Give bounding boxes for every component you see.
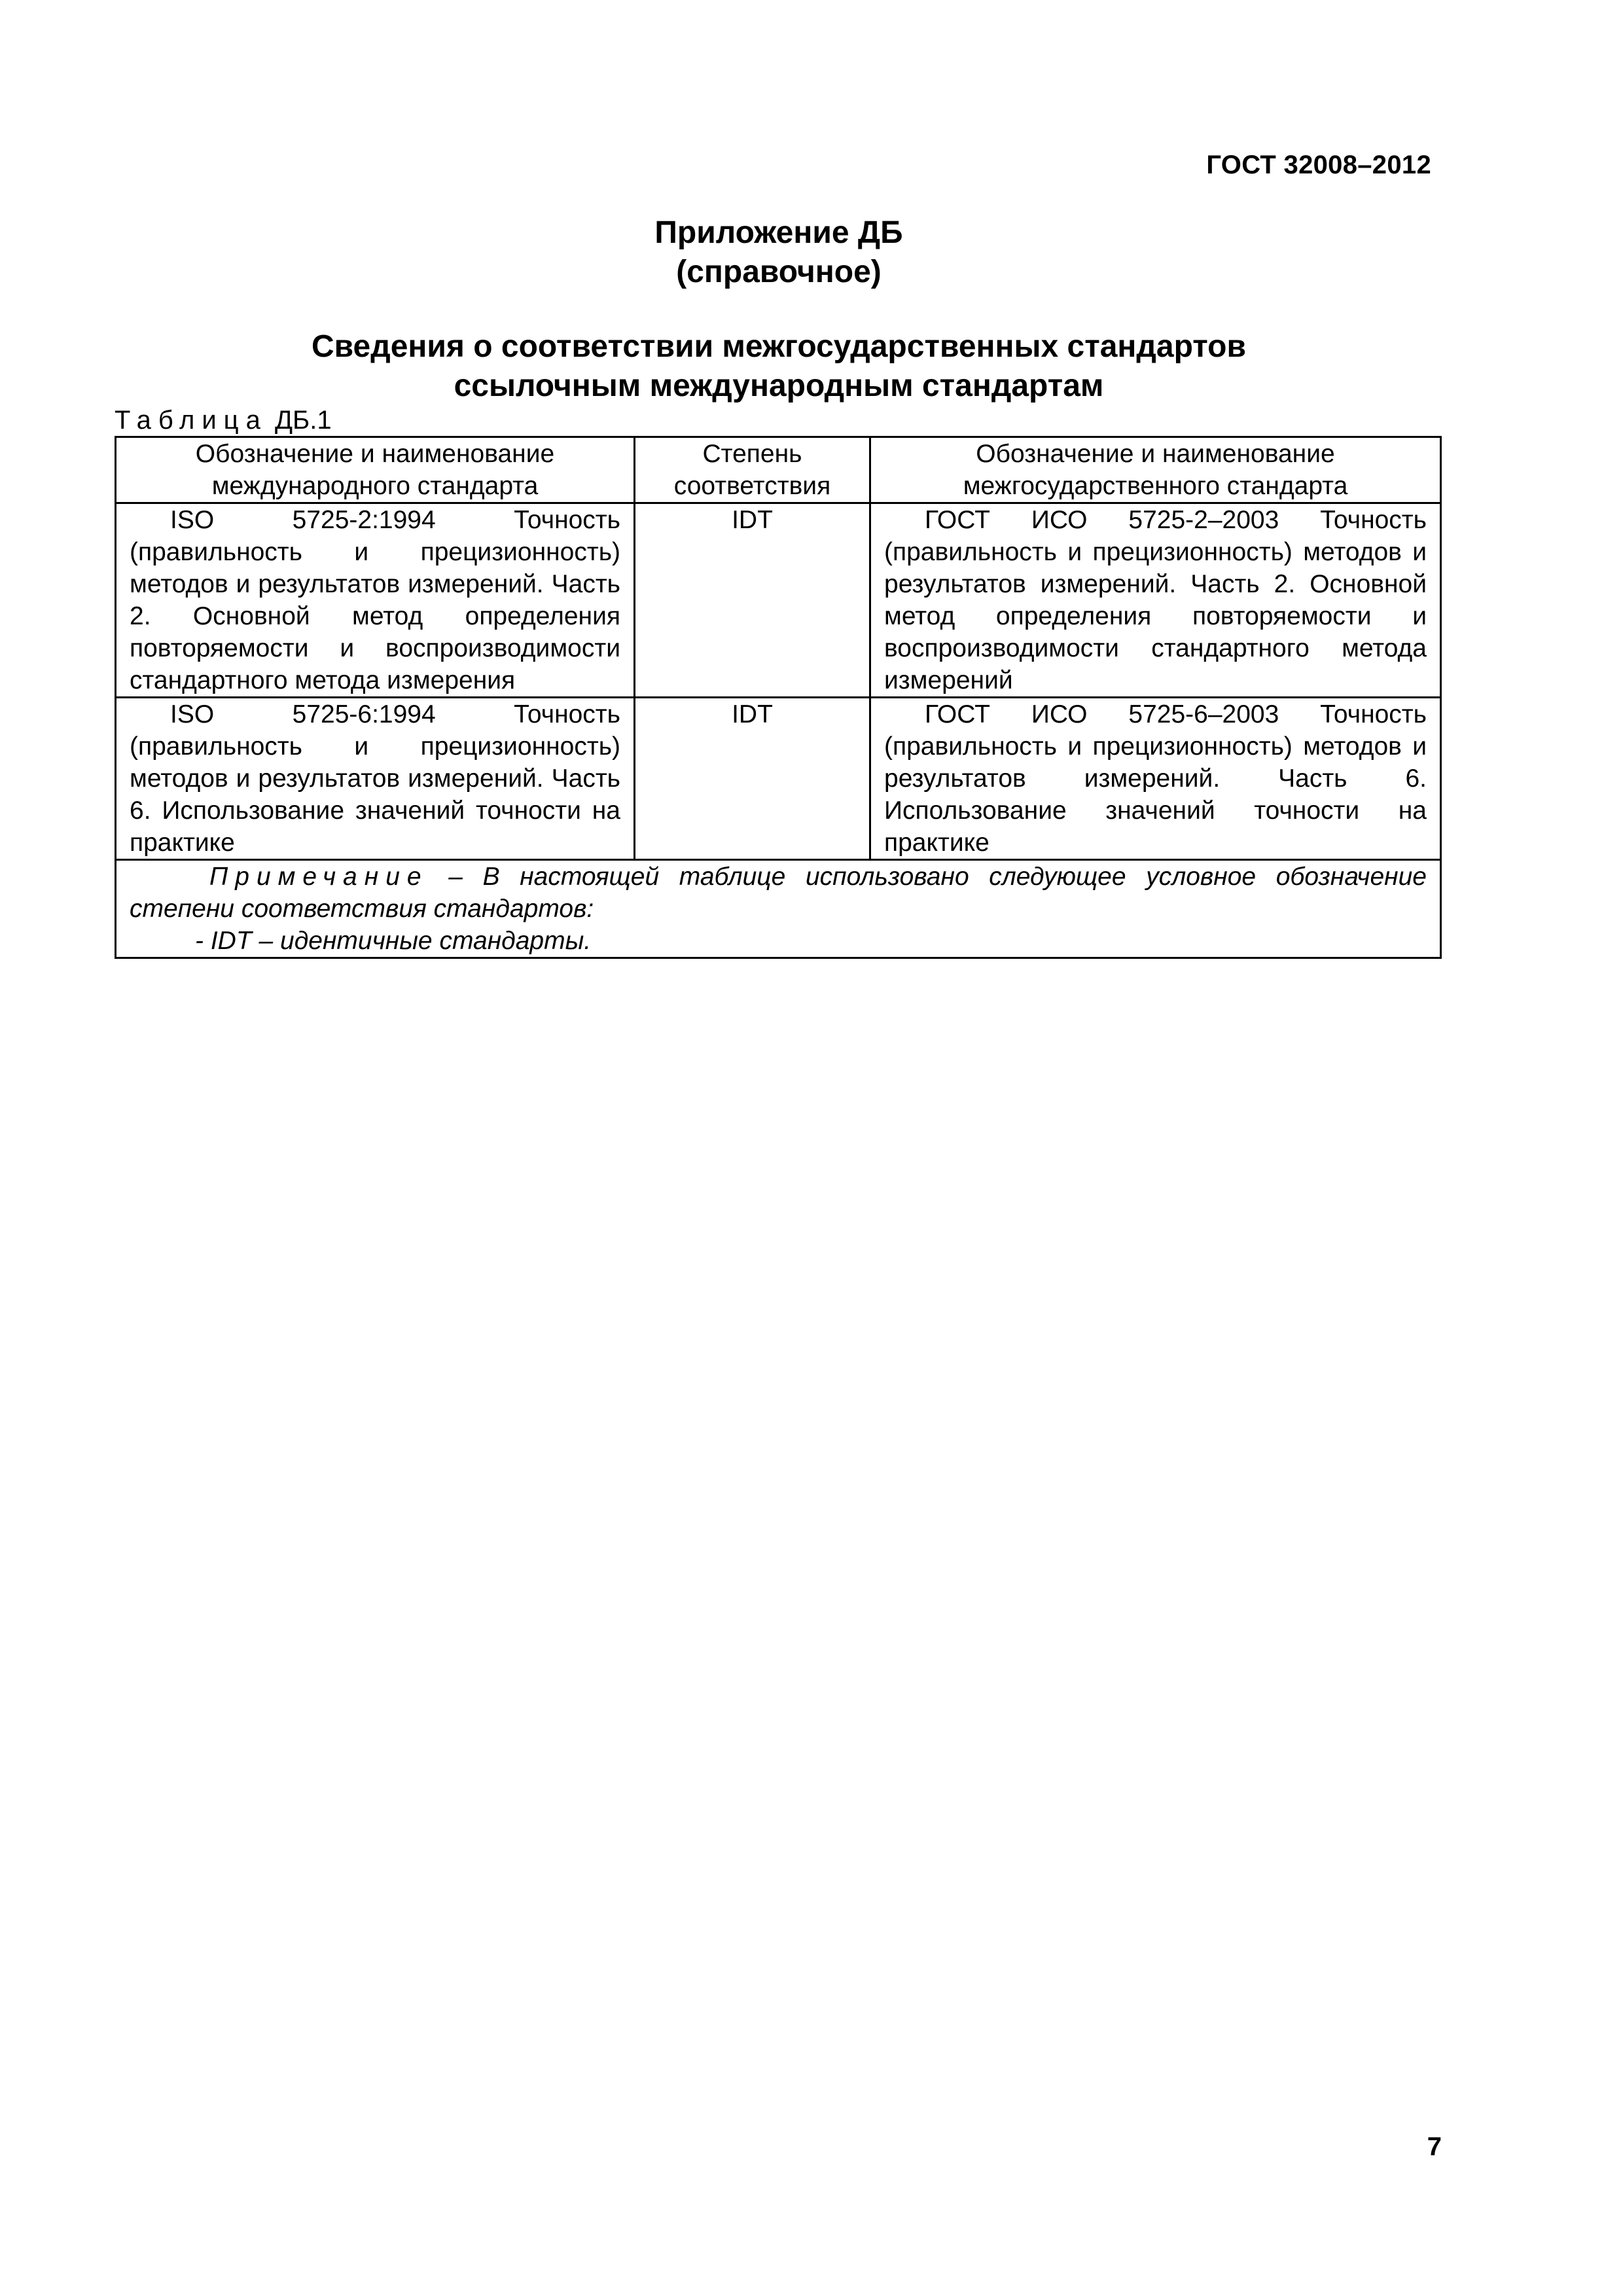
- table-caption-word: Таблица: [115, 406, 268, 435]
- note-text: [130, 861, 1427, 925]
- header-international-standard: [116, 437, 635, 503]
- degree-cell: IDT: [635, 503, 870, 698]
- section-heading: [0, 327, 1558, 406]
- header-text: Обозначение и наименование: [195, 440, 555, 468]
- table-caption-number: ДБ.1: [274, 406, 332, 435]
- table-row: [116, 698, 1441, 860]
- note-list-item: - IDT – идентичные стандарты.: [195, 927, 592, 955]
- interstate-standard-cell: ГОСТ ИСО 5725-2–2003 Точность (правильность и прецизионность) методов и результатов измерений. Часть 2. Основной метод определения повторяемости и воспроизводимости стандартного метода измерений: [870, 503, 1441, 698]
- international-standard-cell: ISO 5725-6:1994 Точность (правильность и прецизионность) методов и результатов измерений. Часть 6. Использование значений точности на практике: [116, 698, 635, 860]
- document-number: ГОСТ 32008–2012: [1206, 151, 1431, 179]
- header-interstate-standard: [870, 437, 1441, 503]
- table-note-row: [116, 860, 1441, 958]
- appendix-title: Приложение ДБ: [654, 215, 903, 250]
- page-number: 7: [1427, 2132, 1442, 2161]
- header-text: соответствия: [673, 472, 831, 500]
- standards-correspondence-table: [115, 436, 1442, 959]
- header-degree-of-correspondence: [635, 437, 870, 503]
- international-standard-cell: ISO 5725-2:1994 Точность (правильность и прецизионность) методов и результатов измерений. Часть 2. Основной метод определения повторяемости и воспроизводимости стандартного метода измерения: [116, 503, 635, 698]
- table-header-row: [116, 437, 1441, 503]
- table-row: [116, 503, 1441, 698]
- header-text: международного стандарта: [211, 472, 539, 500]
- interstate-standard-cell: ГОСТ ИСО 5725-6–2003 Точность (правильность и прецизионность) методов и результатов измерений. Часть 6. Использование значений точности на практике: [870, 698, 1441, 860]
- header-text: межгосударственного стандарта: [963, 472, 1348, 500]
- table-caption: [115, 404, 332, 436]
- appendix-title-block: [0, 213, 1558, 292]
- table-note: [116, 860, 1441, 958]
- degree-cell: IDT: [635, 698, 870, 860]
- header-text: Обозначение и наименование: [976, 440, 1335, 468]
- section-heading-line-2: ссылочным международным стандартам: [454, 368, 1104, 403]
- appendix-subtitle: (справочное): [676, 255, 882, 289]
- note-label: Примечание: [209, 863, 429, 891]
- header-text: Степень: [702, 440, 802, 468]
- note-body: – В настоящей таблице использовано следующее условное обозначение степени соответствия стандартов:: [130, 863, 1427, 923]
- section-heading-line-1: Сведения о соответствии межгосударственных стандартов: [312, 329, 1246, 364]
